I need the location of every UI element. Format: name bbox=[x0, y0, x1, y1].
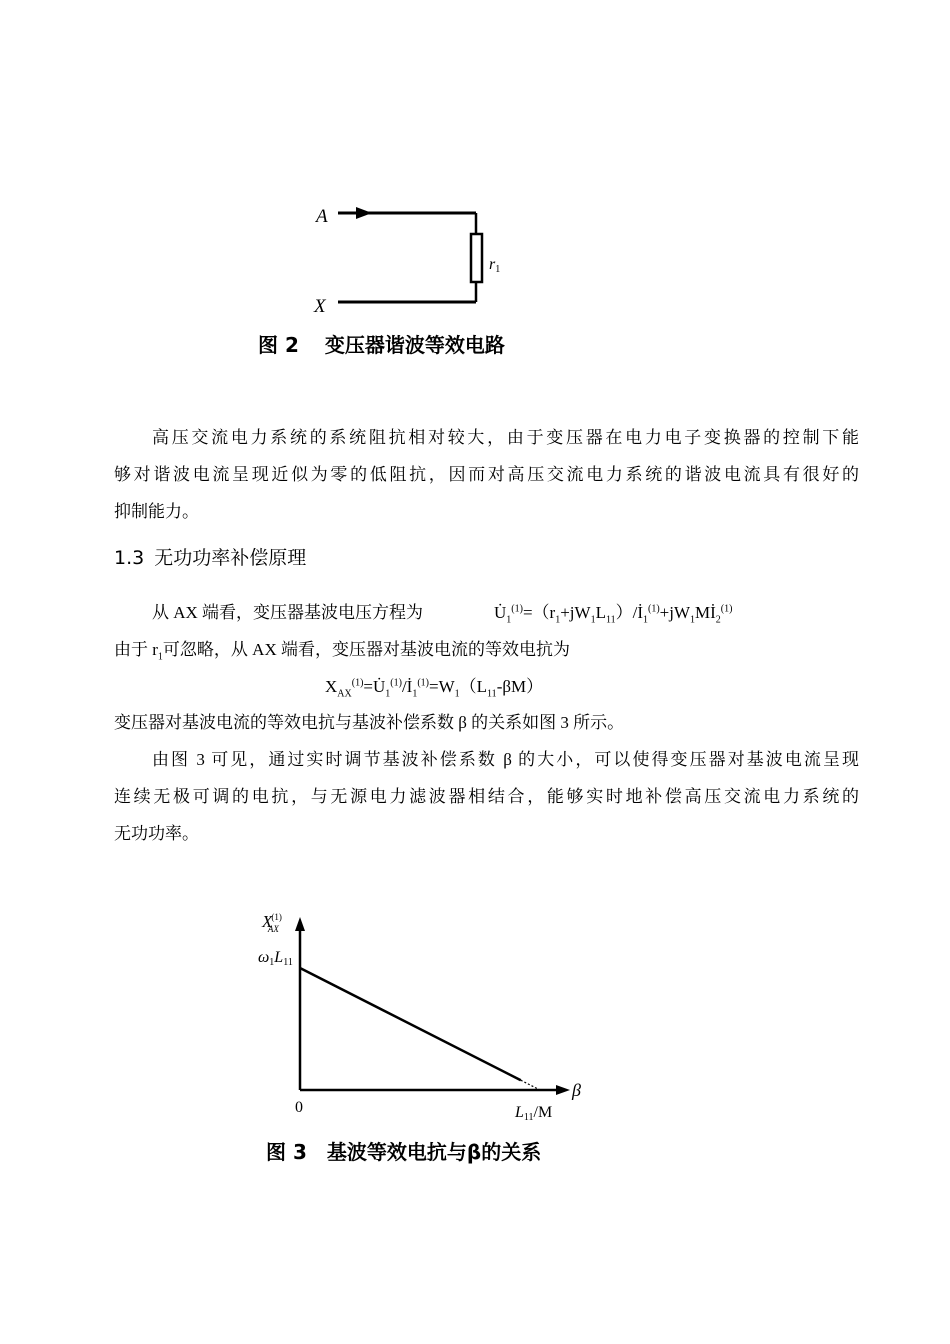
reactance-equation: $X_{AX}^{(1)}=U̇_1^{(1)}/İ_1^{(1)}=W_1(L_{11}-\beta M)$ bbox=[325, 677, 544, 700]
reactance-line-dotted bbox=[521, 1080, 540, 1090]
paragraph-1-line-2: 够对谐波电流呈现近似为零的低阻抗，因而对高压交流电力系统的谐波电流具有很好的 bbox=[114, 465, 859, 484]
terminal-a-label: A bbox=[316, 206, 328, 227]
paragraph-2-line-2: 连续无极可调的电抗，与无源电力滤波器相结合，能够实时地补偿高压交流电力系统的 bbox=[114, 787, 859, 806]
section-number: 1.3 bbox=[114, 547, 145, 569]
x-axis-arrow-icon bbox=[556, 1085, 570, 1095]
resistor-label: r1 bbox=[489, 256, 501, 275]
terminal-x-label: X bbox=[314, 296, 326, 316]
section-heading bbox=[114, 543, 306, 570]
figure-2-circuit bbox=[300, 196, 520, 316]
r1-negligible-line: 由于 $r_1$可忽略，从 AX 端看，变压器对基波电流的等效电抗为 bbox=[114, 640, 570, 663]
paragraph-1-line-1: 高压交流电力系统的系统阻抗相对较大，由于变压器在电力电子变换器的控制下能 bbox=[152, 428, 859, 447]
resistor-r1 bbox=[471, 234, 482, 282]
paragraph-2-line-3: 无功功率。 bbox=[114, 824, 199, 843]
current-arrow-icon bbox=[356, 207, 372, 219]
x-intercept-label: L11/M bbox=[515, 1104, 553, 1123]
reactance-line-solid bbox=[300, 968, 521, 1080]
equation-intro: 从 AX 端看，变压器基波电压方程为 bbox=[152, 603, 424, 622]
paragraph-2-line-1: 由图 3 可见，通过实时调节基波补偿系数 β 的大小，可以使得变压器对基波电流呈现 bbox=[152, 750, 859, 769]
paragraph-1-line-3: 抑制能力。 bbox=[114, 502, 199, 521]
y-intercept-label: ω1L11 bbox=[258, 949, 293, 968]
figure-3-reference: 变压器对基波电流的等效电抗与基波补偿系数 β 的关系如图 3 所示。 bbox=[114, 713, 625, 732]
voltage-equation: $U̇_1^{(1)}=(r_1+jW_1L_{11})/İ_1^{(1)}+jW_1Mİ_2^{(1)}$ bbox=[494, 603, 733, 626]
figure-2-caption-number: 图 2 bbox=[258, 333, 299, 357]
origin-label: 0 bbox=[295, 1099, 303, 1116]
figure-3-chart bbox=[250, 905, 600, 1125]
figure-3-caption-number: 图 3 bbox=[266, 1140, 307, 1164]
section-title: 无功功率补偿原理 bbox=[154, 547, 307, 569]
figure-3-caption-text: 基波等效电抗与β的关系 bbox=[326, 1140, 542, 1164]
y-axis-label: X(1) AX bbox=[262, 912, 282, 934]
y-axis-arrow-icon bbox=[295, 917, 305, 931]
x-axis-label: β bbox=[572, 1080, 581, 1100]
figure-3-caption bbox=[266, 1136, 541, 1165]
figure-2-caption-text: 变压器谐波等效电路 bbox=[324, 333, 505, 357]
figure-2-caption bbox=[258, 329, 505, 358]
